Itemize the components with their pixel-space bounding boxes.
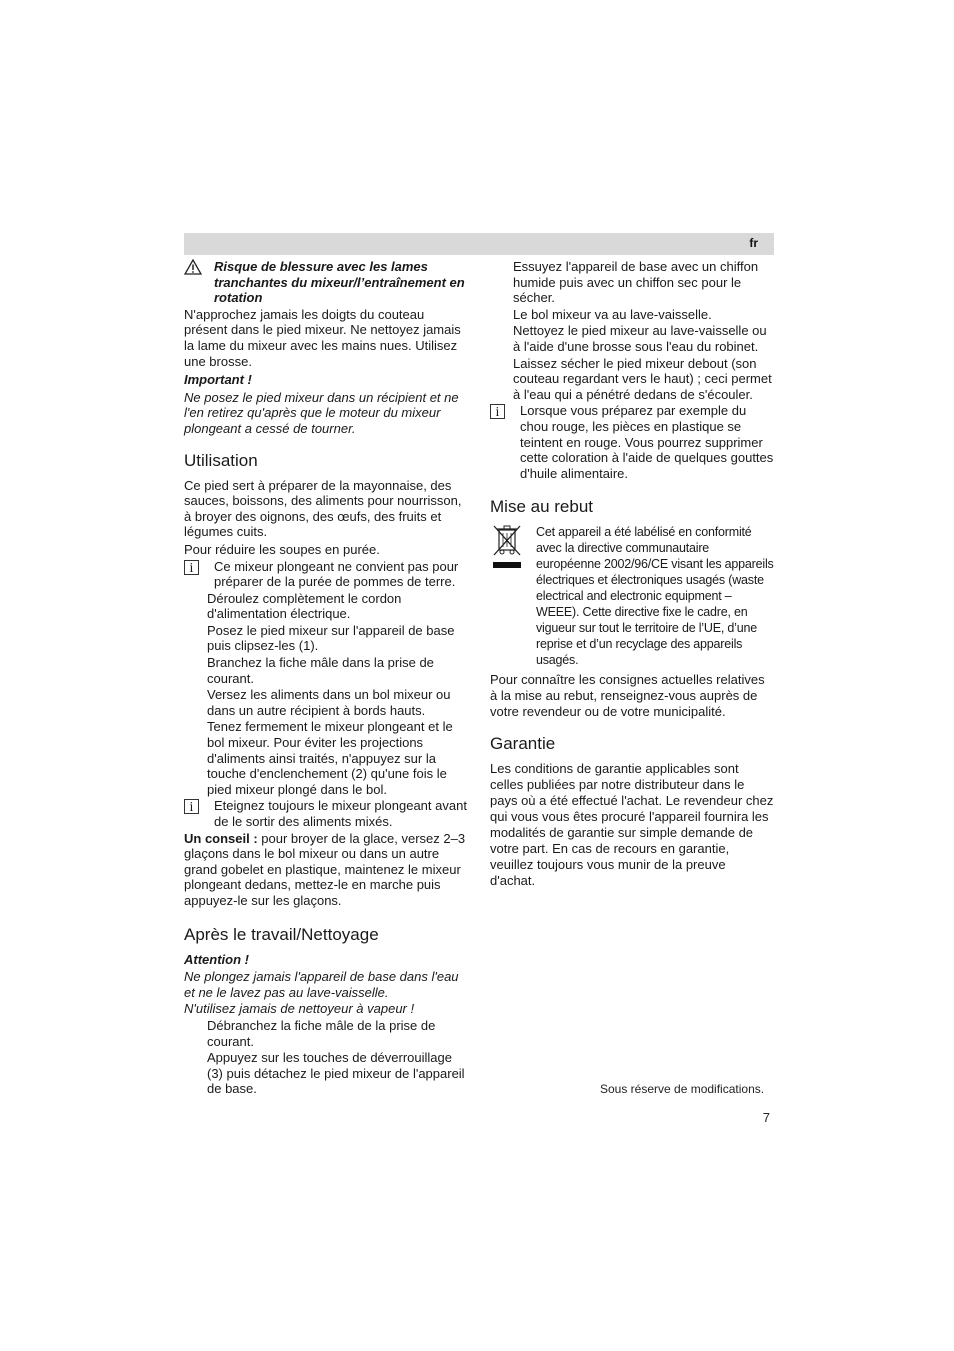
page-number: 7 [762, 1110, 770, 1125]
info-i-icon: i [490, 404, 505, 419]
header-bar [184, 233, 774, 255]
warning-text: N'approchez jamais les doigts du couteau présent dans le pied mixeur. Ne nettoyez jamais la lame du mixeur avec les mains nues. Utilisez une brosse. [184, 306, 461, 369]
info-note-text: Eteignez toujours le mixeur plongeant avant de le sortir des aliments mixés. [214, 798, 467, 829]
info-note [490, 403, 774, 481]
info-note [184, 798, 468, 829]
rebut-title: Mise au rebut [490, 497, 593, 517]
apres-title: Après le travail/Nettoyage [184, 924, 379, 944]
right-column [490, 259, 774, 889]
attention-text: Ne plongez jamais l'appareil de base dans l'eau et ne le lavez pas au lave-vaisselle. [184, 969, 459, 1000]
left-column [184, 259, 468, 1097]
step: Essuyez l'appareil de base avec un chiffon humide puis avec un chiffon sec pour le sécher. [513, 259, 759, 306]
step: Appuyez sur les touches de déverrouillage (3) puis détachez le pied mixeur de l'appareil de base. [207, 1050, 465, 1097]
step: Le bol mixeur va au lave-vaisselle. [513, 306, 712, 322]
attention-label: Attention ! [184, 951, 249, 967]
step: Tenez fermement le mixeur plongeant et le bol mixeur. Pour éviter les projections d'aliments ainsi traités, n'appuyez sur la touche d'enclenchement (2) qu'une fois le pied mixeur plongé dans le bol. [207, 719, 453, 797]
info-i-icon: i [184, 799, 199, 814]
utilisation-soupes: Pour réduire les soupes en purée. [184, 541, 380, 557]
info-note [184, 559, 468, 590]
important-text: Ne posez le pied mixeur dans un récipient et ne l'en retirez qu'après que le moteur du mixeur plongeant a cessé de tourner. [184, 389, 459, 436]
important-label: Important ! [184, 372, 252, 388]
weee-text: Cet appareil a été labélisé en conformité avec la directive communautaire européenne 2002/96/CE visant les appareils électriques et électroniques usagés (waste electrical and electronic equipment – WEEE). Cette directive fixe le cadre, en vigueur sur tout le territoire de l’UE, d’une reprise et d’un recyclage des appareils usagés. [536, 525, 774, 668]
info-note-text: Lorsque vous préparez par exemple du chou rouge, les pièces en plastique se teintent en rouge. Vous pourrez supprimer cette coloration à l'aide de quelques gouttes d'huile alimentaire. [520, 403, 774, 481]
utilisation-intro: Ce pied sert à préparer de la mayonnaise, des sauces, boissons, des aliments pour nourrisson, à broyer des oignons, des œufs, des fruits et légumes cuits. [184, 477, 462, 540]
crossed-bin-icon [490, 524, 524, 570]
garantie-title: Garantie [490, 734, 556, 754]
info-note-text: Ce mixeur plongeant ne convient pas pour préparer de la purée de pommes de terre. [214, 558, 459, 590]
rebut-text: Pour connaître les consignes actuelles relatives à la mise au rebut, renseignez-vous auprès de votre revendeur ou de votre municipalité. [490, 672, 765, 720]
footer-note: Sous réserve de modifications. [600, 1082, 765, 1096]
step: Débranchez la fiche mâle de la prise de courant. [207, 1017, 436, 1049]
step: Branchez la fiche mâle dans la prise de courant. [207, 655, 434, 686]
step: Versez les aliments dans un bol mixeur ou dans un autre récipient à bords hauts. [207, 687, 451, 718]
weee-block [490, 524, 774, 668]
conseil-label: Un conseil : [184, 830, 258, 846]
utilisation-title: Utilisation [184, 450, 258, 470]
conseil-text: pour broyer de la glace, versez 2–3 glaçons dans le bol mixeur ou dans un autre grand gobelet en plastique, maintenez le mixeur plongeant dedans, mettez-le en marche puis appuyez-le sur les glaçons. [184, 830, 466, 908]
language-code: fr [749, 236, 758, 250]
step: Posez le pied mixeur sur l'appareil de base puis clipsez-les (1). [207, 622, 455, 654]
attention-text: N'utilisez jamais de nettoyeur à vapeur ! [184, 1001, 415, 1017]
step: Nettoyez le pied mixeur au lave-vaisselle ou à l'aide d'une brosse sous l'eau du robinet. [513, 323, 767, 354]
step: Déroulez complètement le cordon d'alimentation électrique. [207, 590, 402, 622]
warning-triangle-icon [184, 259, 202, 275]
step: Laissez sécher le pied mixeur debout (son couteau regardant vers le haut) ; ceci permet à l'eau qui a pénétré dedans de s'écouler. [513, 355, 772, 402]
warning-block [184, 259, 468, 306]
garantie-text: Les conditions de garantie applicables sont celles publiées par notre distributeur dans le pays où a été effectué l'achat. Le revendeur chez qui vous vous êtes procuré l'appareil fournira les modalités de garantie sur simple demande de votre part. En cas de recours en garantie, veuillez toujours vous munir de la preuve d'achat. [490, 761, 774, 889]
conseil [184, 831, 468, 909]
info-i-icon: i [184, 560, 199, 575]
warning-title: Risque de blessure avec les lames tranchantes du mixeur/l’entraînement en rotation [214, 259, 465, 306]
